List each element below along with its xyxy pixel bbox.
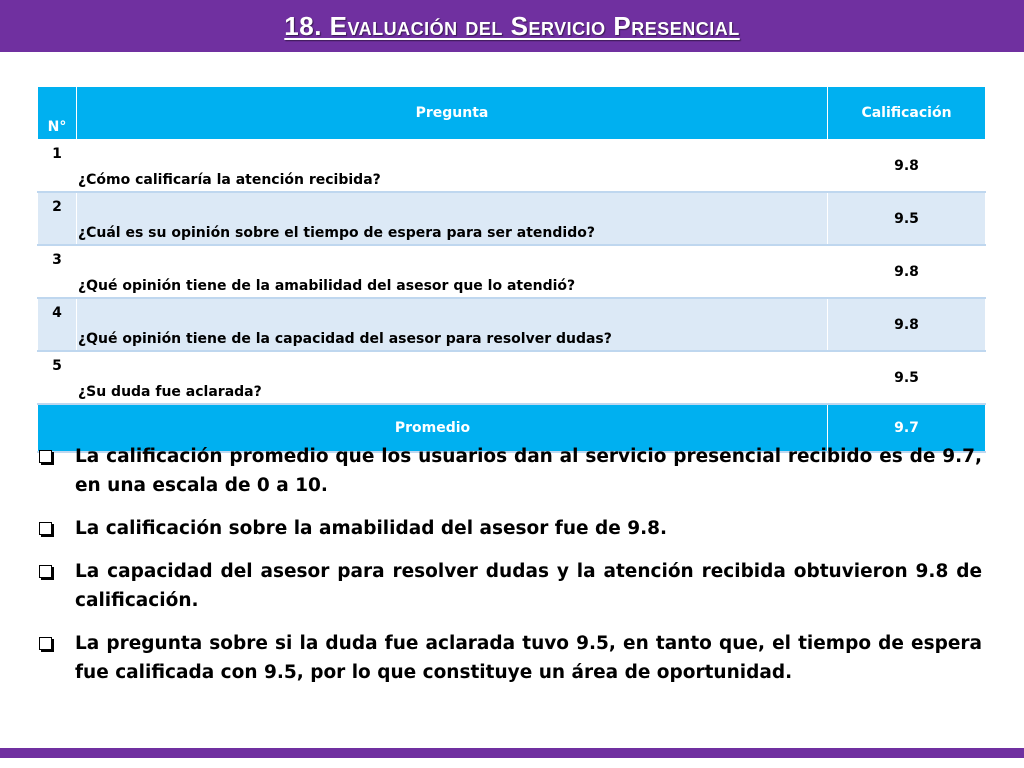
row-question: ¿Cómo calificaría la atención recibida? <box>77 140 828 193</box>
row-score: 9.8 <box>828 298 986 351</box>
row-number: 2 <box>38 192 77 245</box>
row-number: 3 <box>38 245 77 298</box>
checkbox-bullet-icon <box>39 637 52 650</box>
bullet-text: La capacidad del asesor para resolver dudas y la atención recibida obtuvieron 9.8 de calificación. <box>75 561 982 611</box>
row-number: 5 <box>38 351 77 404</box>
row-question: ¿Su duda fue aclarada? <box>77 351 828 404</box>
page-title: 18. Evaluación del Servicio Presencial <box>284 10 740 41</box>
table-row <box>38 351 986 404</box>
table-row <box>38 245 986 298</box>
row-score: 9.5 <box>828 351 986 404</box>
table-header-row <box>38 87 986 140</box>
row-score: 9.8 <box>828 245 986 298</box>
header-number: N° <box>38 87 77 140</box>
title-bar <box>0 0 1024 52</box>
checkbox-bullet-icon <box>39 522 52 535</box>
table-row <box>38 192 986 245</box>
row-score: 9.8 <box>828 140 986 193</box>
bullet-text: La pregunta sobre si la duda fue aclarada tuvo 9.5, en tanto que, el tiempo de espera fue calificada con 9.5, por lo que constituye un área de oportunidad. <box>75 633 982 683</box>
list-item <box>37 557 982 615</box>
header-score: Calificación <box>828 87 986 140</box>
checkbox-bullet-icon <box>39 450 52 463</box>
list-item <box>37 514 982 543</box>
table-row <box>38 298 986 351</box>
bottom-bar <box>0 748 1024 758</box>
list-item <box>37 442 982 500</box>
row-question: ¿Qué opinión tiene de la amabilidad del asesor que lo atendió? <box>77 245 828 298</box>
row-question: ¿Qué opinión tiene de la capacidad del asesor para resolver dudas? <box>77 298 828 351</box>
row-number: 1 <box>38 140 77 193</box>
evaluation-table <box>37 86 986 453</box>
bullet-text: La calificación sobre la amabilidad del asesor fue de 9.8. <box>75 518 668 539</box>
table-row <box>38 140 986 193</box>
findings-list <box>37 442 982 701</box>
row-number: 4 <box>38 298 77 351</box>
bullet-text: La calificación promedio que los usuarios dan al servicio presencial recibido es de 9.7, en una escala de 0 a 10. <box>75 446 982 496</box>
header-question: Pregunta <box>77 87 828 140</box>
list-item <box>37 629 982 687</box>
checkbox-bullet-icon <box>39 565 52 578</box>
row-question: ¿Cuál es su opinión sobre el tiempo de espera para ser atendido? <box>77 192 828 245</box>
average-score: 9.7 <box>828 404 986 452</box>
row-score: 9.5 <box>828 192 986 245</box>
average-label: Promedio <box>38 404 828 452</box>
